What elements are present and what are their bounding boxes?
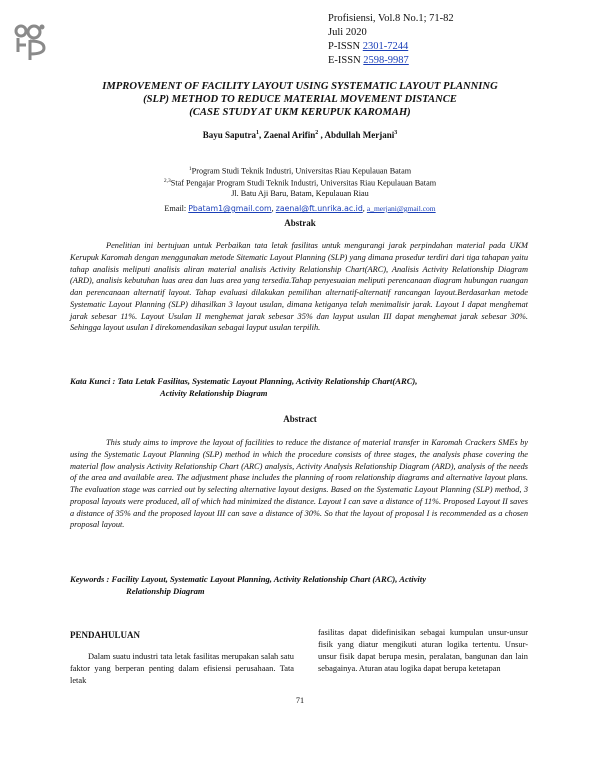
author-2: Zaenal Arifin [263,130,316,140]
keywords-line-1: Keywords : Facility Layout, Systematic Layout Planning, Activity Relationship Chart (ARC), Activity [70,574,427,584]
pissn-link[interactable]: 2301-7244 [362,41,409,52]
affiliation-2-text: Staf Pengajar Program Studi Teknik Industri, Universitas Riau Kepulauan Batam [170,178,437,188]
kata-kunci-line-1: Kata Kunci : Tata Letak Fasilitas, Systematic Layout Planning, Activity Relationship Chart(ARC), [70,376,418,386]
author-1: Bayu Saputra [202,130,256,140]
author-2-sup: 2 [315,130,319,136]
paper-title [60,80,540,119]
author-3: Abdullah Merjani [324,130,395,140]
affiliation-address: Jl. Batu Aji Baru, Batam, Kepulauan Riau [231,189,369,198]
email-link-3[interactable]: a_merjani@gmail.com [366,204,436,213]
keywords [70,573,540,597]
abstrak-heading: Abstrak [284,218,316,228]
pissn-line [328,40,454,54]
section-heading-pendahuluan: PENDAHULUAN [70,630,141,640]
intro-left-paragraph: Dalam suatu industri tata letak fasilitas merupakan salah satu faktor yang berperan penting dalam efisiensi perusahaan. Tata letak [70,652,294,685]
eissn-link[interactable]: 2598-9987 [363,55,409,66]
email-link-2[interactable]: zaenal@ft.unrika.ac.id [275,204,363,213]
title-line-3: (CASE STUDY AT UKM KERUPUK KAROMAH) [189,107,411,118]
kata-kunci [70,375,540,399]
title-line-1: IMPROVEMENT OF FACILITY LAYOUT USING SYSTEMATIC LAYOUT PLANNING [102,81,498,92]
journal-date: Juli 2020 [328,27,367,38]
eissn-label: E-ISSN [328,55,364,66]
abstrak-body [70,240,528,334]
abstract-paragraph: This study aims to improve the layout of facilities to reduce the distance of material transfer in Karomah Crackers SMEs by using the Systematic Layout Planning (SLP) method in which the procedure consists of three stages, the analysis phase covering the material flow analysis Activity Relationship Chart (ARC) analysis, Activity Analysis Relationship Diagram (ARD), analysis of the needs of the area and available area. The adjustment phase includes the planning of room relationship diagrams and alternative layout plans. The evaluation stage was carried out by selecting alternative layout designs. Based on the Systematic Layout Planning (SLP) method, 3 proposal layouts were produced, all of which had minimized the distance. Layout I can save a distance of 11%. Proposed Layout II saves a distance of 35% and the proposed layout III can save a distance of 30%. So that the layout of proposal I is recommended as a chosen proposal layout. [70,438,528,530]
abstract-heading: Abstract [283,414,317,424]
intro-left-column [70,651,294,687]
affiliation-2-sup: 2,3 [163,178,171,184]
intro-right-paragraph: fasilitas dapat didefinisikan sebagai kumpulan unsur-unsur fisik yang diatur mengikuti aturan logika tertentu. Unsur-unsur fisik dapat berupa mesin, peralatan, bangunan dan lain sebagainya. Aturan atau logika dapat berupa ketetapan [318,628,528,673]
author-1-sup: 1 [255,130,259,136]
affiliation-1-sup: 1 [188,166,192,172]
keywords-line-2: Relationship Diagram [126,586,205,596]
title-line-2: (SLP) METHOD TO REDUCE MATERIAL MOVEMENT DISTANCE [143,94,457,105]
abstract-body [70,437,528,531]
journal-volume: Profisiensi, Vol.8 No.1; 71-82 [328,13,454,24]
email-label: Email: [164,204,189,213]
author-list: Bayu Saputra$^1$, Zaenal Arifin$^2$ , Abdullah Merjani$^3$ [202,130,398,140]
intro-right-column [318,627,528,675]
email-line: Email: Pbatam1@gmail.com, zaenal@ft.unrika.ac.id, a_merjani@gmail.com [164,204,436,213]
journal-info [328,12,454,68]
page-number: 71 [295,696,305,705]
abstrak-paragraph: Penelitian ini bertujuan untuk Perbaikan tata letak fasilitas untuk mengurangi jarak perpindahan material pada UKM Kerupuk Karomah dengan menggunakan metode Sitematic Layout Planning (SLP) yang dimana prosedur terdiri dari tiga tahapan yaitu tahap analisis meliputi analisis aliran material analisis Activity Relationship Chart(ARC), Analisis Activity Relationship Diagram (ARD), analisis kebutuhan luas area dan luas area yang tersedia.Tahap penyesuaian meliputi perencanaan diagram hubungan ruangan dan perencanaan alternatif layout. Tahap evaluasi dilakukan pemilihan alternatif-alternatif rancangan layout.Berdasarkan metode Systematic Layout Planning (SLP) dihasilkan 3 layout usulan, dimana ketiganya telah menimalisir jarak. Layout I dapat menghemat jarak sebesar 11%. Layout Usulan II menghemat jarak sebesar 35% dan layput usulan III dapat menghemat jarak sebesar 30%. Sehingga layout usulan I direkomendasikan sebagai layput usulan terpilih. [70,241,528,333]
pissn-label: P-ISSN [328,41,363,52]
eissn-line [328,54,454,68]
journal-logo [12,22,52,64]
kata-kunci-line-2: Activity Relationship Diagram [160,388,268,398]
affiliation-1-text: Program Studi Teknik Industri, Universitas Riau Kepulauan Batam [191,166,412,176]
author-3-sup: 3 [394,130,398,136]
email-link-1[interactable]: Pbatam1@gmail.com [188,204,272,213]
